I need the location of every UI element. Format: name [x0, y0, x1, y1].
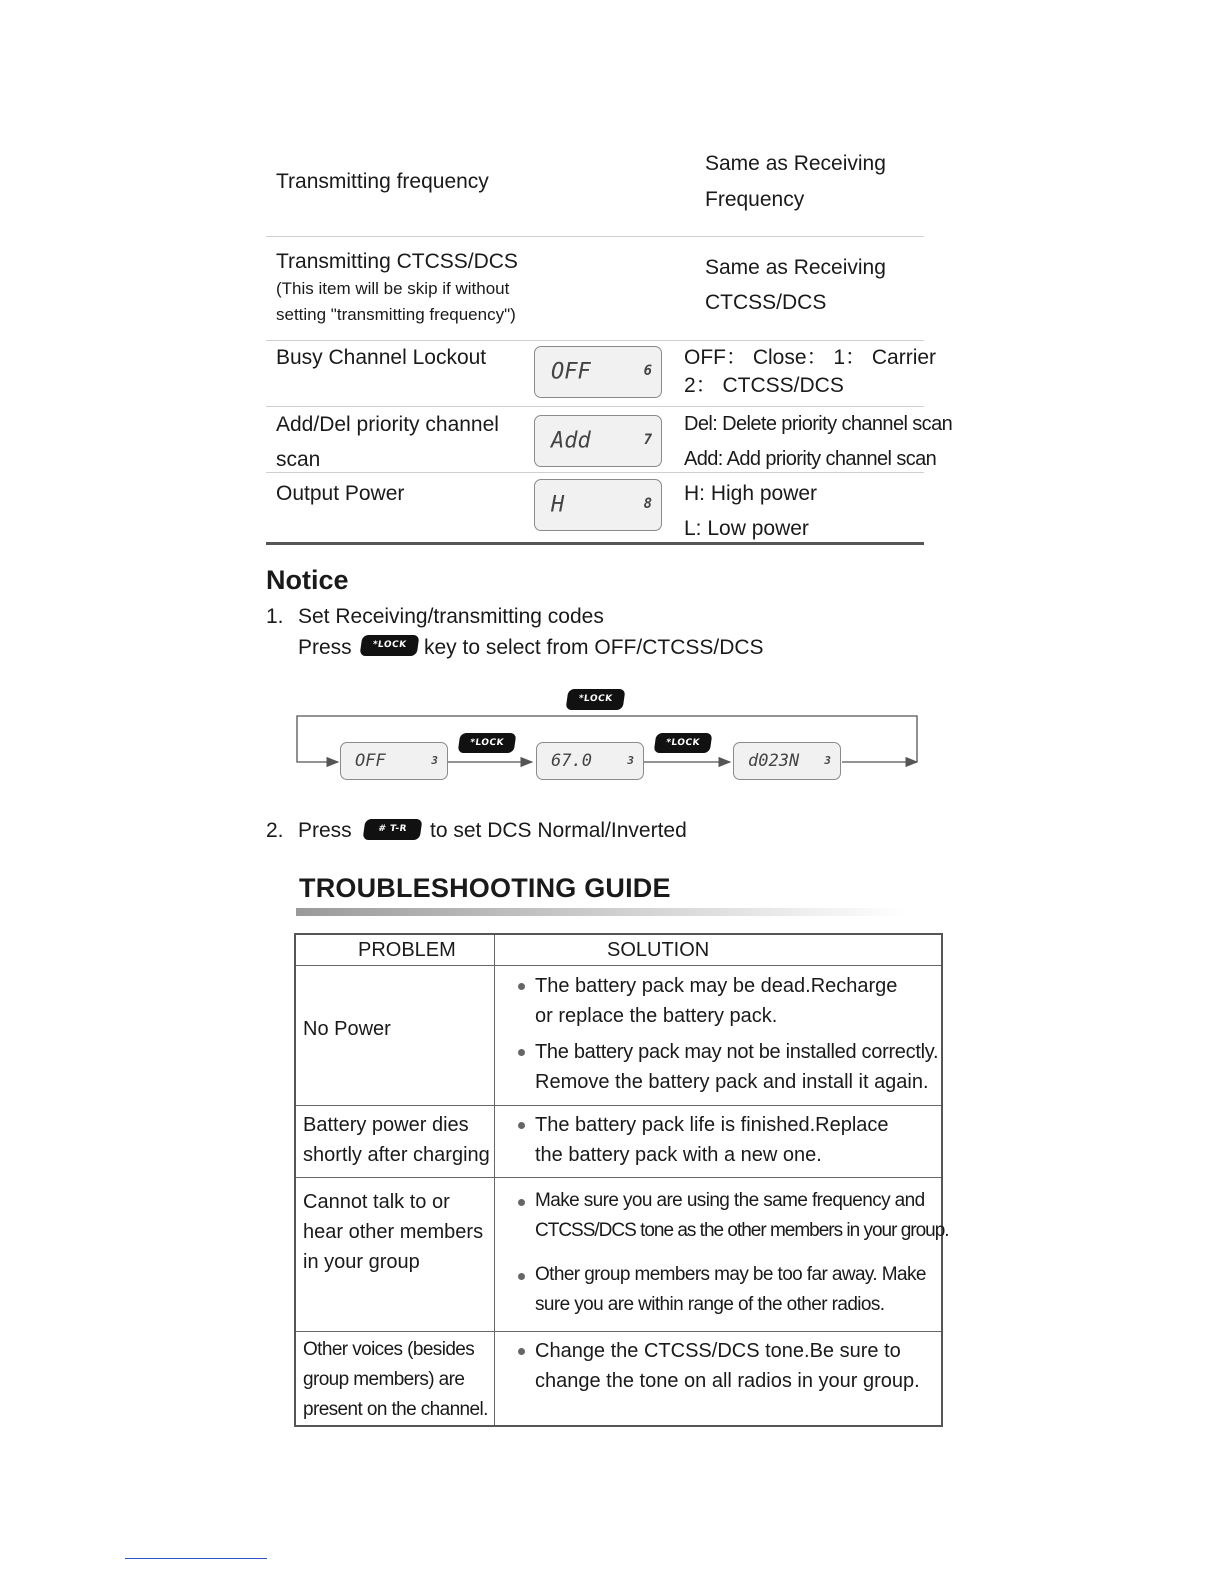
notice-item-number: 1. [266, 605, 284, 628]
diagram-lcd [733, 742, 841, 780]
tr-key-icon [363, 819, 423, 840]
notice-item-text: to set DCS Normal/Inverted [430, 819, 687, 842]
row-desc: Same as Receiving [705, 152, 886, 175]
problem-cell: present on the channel. [303, 1399, 488, 1420]
solution-line: CTCSS/DCS tone as the other members in your group. [535, 1220, 949, 1241]
column-header-solution: SOLUTION [607, 939, 710, 961]
footnote-rule [125, 1558, 267, 1559]
row-divider [296, 965, 941, 966]
row-desc: 2： CTCSS/DCS [684, 374, 844, 397]
problem-cell: Cannot talk to or [303, 1191, 450, 1213]
bullet-icon [518, 1122, 525, 1129]
row-divider [296, 1105, 941, 1106]
row-divider [296, 1331, 941, 1332]
solution-line: or replace the battery pack. [535, 1005, 778, 1027]
lock-key-label: *LOCK [577, 694, 614, 704]
lcd-text: H [551, 492, 565, 518]
title-underline [296, 908, 908, 916]
diagram-lcd [340, 742, 448, 780]
problem-cell: hear other members [303, 1221, 484, 1243]
lock-key-icon [458, 733, 517, 753]
row-desc: Same as Receiving [705, 256, 886, 279]
lcd-number: 3 [824, 753, 831, 767]
column-header-problem: PROBLEM [358, 939, 456, 961]
row-note: (This item will be skip if without [276, 279, 510, 298]
row-label: Output Power [276, 482, 405, 505]
lock-key-label: *LOCK [469, 738, 505, 748]
problem-cell: shortly after charging [303, 1144, 490, 1166]
lcd-text: d023N [748, 751, 800, 771]
lcd-text: 67.0 [551, 751, 592, 771]
press-label: Press [298, 819, 352, 842]
solution-line: The battery pack may be dead.Recharge [535, 975, 898, 997]
press-label: Press [298, 636, 352, 659]
row-desc: Add: Add priority channel scan [684, 448, 937, 470]
bullet-icon [518, 1199, 525, 1206]
lcd-number: 3 [627, 753, 634, 767]
row-desc: Del: Delete priority channel scan [684, 413, 953, 435]
column-divider [494, 935, 495, 1425]
notice-title: Notice [266, 565, 349, 595]
lcd-number: 3 [431, 753, 438, 767]
troubleshooting-table [294, 933, 949, 1427]
problem-cell: No Power [303, 1018, 391, 1040]
bullet-icon [518, 983, 525, 990]
row-desc: CTCSS/DCS [705, 291, 827, 314]
notice-item-number: 2. [266, 819, 284, 842]
notice-item-text: key to select from OFF/CTCSS/DCS [424, 636, 764, 659]
row-label: Busy Channel Lockout [276, 346, 487, 369]
lock-key-label: *LOCK [371, 640, 408, 650]
solution-line: the battery pack with a new one. [535, 1144, 822, 1166]
solution-line: sure you are within range of the other radios. [535, 1294, 885, 1315]
row-note: setting "transmitting frequency") [276, 305, 516, 324]
solution-line: The battery pack may not be installed correctly. [535, 1041, 939, 1063]
solution-line: Remove the battery pack and install it again. [535, 1071, 929, 1093]
row-label: Add/Del priority channel [276, 413, 499, 436]
row-label: Transmitting frequency [276, 170, 489, 193]
lcd-number: 7 [643, 432, 652, 449]
solution-line: Other group members may be too far away. Make [535, 1264, 926, 1285]
diagram-lcd [536, 742, 644, 780]
bullet-icon [518, 1273, 525, 1280]
lock-key-icon [654, 733, 713, 753]
row-desc: H: High power [684, 482, 818, 505]
solution-line: Make sure you are using the same frequency and [535, 1190, 925, 1211]
row-desc: Frequency [705, 188, 805, 211]
problem-cell: group members) are [303, 1369, 465, 1390]
row-label-cont: scan [276, 448, 321, 471]
tr-key-label: # T-R [377, 824, 408, 834]
notice-item-title: Set Receiving/transmitting codes [298, 605, 604, 628]
problem-cell: in your group [303, 1251, 420, 1273]
lcd-text: Add [551, 428, 591, 454]
solution-line: The battery pack life is finished.Replace [535, 1114, 889, 1136]
solution-line: Change the CTCSS/DCS tone.Be sure to [535, 1340, 901, 1362]
solution-line: change the tone on all radios in your group. [535, 1370, 920, 1392]
problem-cell: Other voices (besides [303, 1339, 475, 1360]
row-label: Transmitting CTCSS/DCS [276, 250, 518, 273]
row-desc: OFF： Close： 1： Carrier [684, 346, 937, 369]
troubleshooting-title: TROUBLESHOOTING GUIDE [299, 873, 671, 903]
lcd-number: 6 [643, 363, 652, 380]
row-desc: L: Low power [684, 517, 809, 540]
lcd-text: OFF [551, 359, 591, 385]
lcd-text: OFF [355, 751, 386, 771]
row-divider [296, 1177, 941, 1178]
lcd-number: 8 [643, 496, 652, 513]
bullet-icon [518, 1049, 525, 1056]
lock-key-label: *LOCK [665, 738, 701, 748]
problem-cell: Battery power dies [303, 1114, 469, 1136]
bullet-icon [518, 1348, 525, 1355]
